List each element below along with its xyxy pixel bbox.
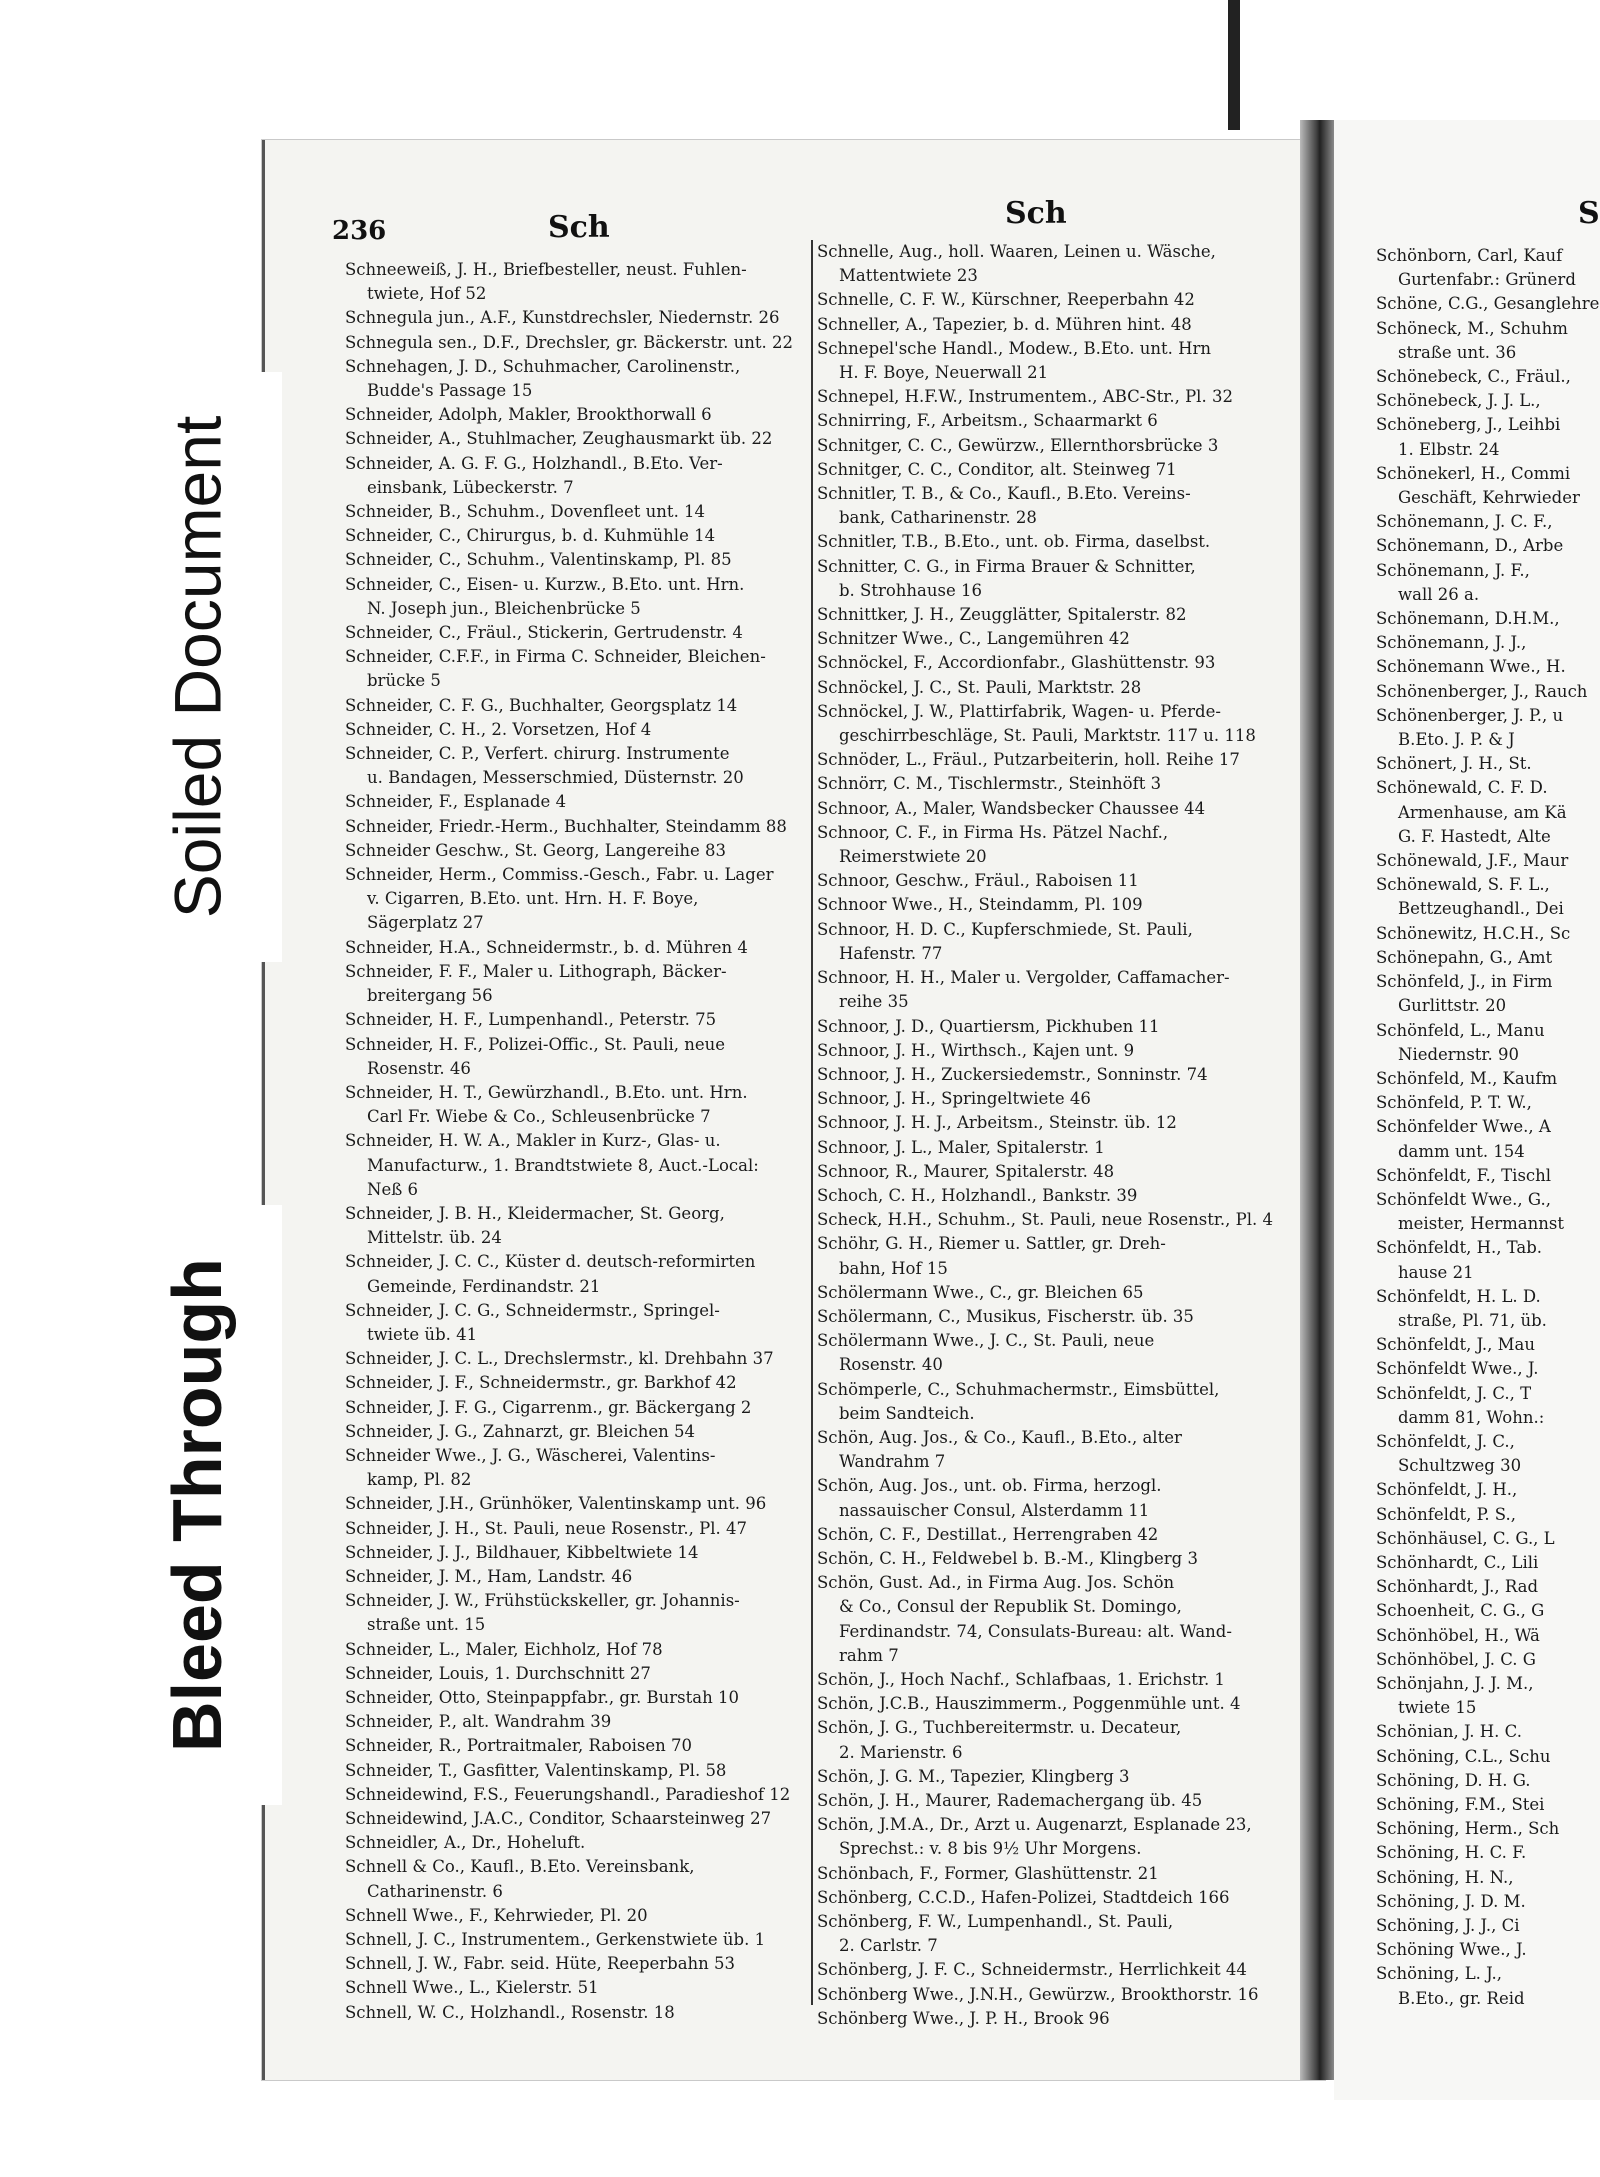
entry-continuation: Budde's Passage 15 — [367, 381, 533, 401]
directory-entry: Schnitler, T.B., B.Eto., unt. ob. Firma, daselbst. — [817, 532, 1211, 552]
directory-entry: Schnöckel, J. W., Plattirfabrik, Wagen- u. Pferde- — [817, 701, 1221, 721]
directory-entry: Schoch, C. H., Holzhandl., Bankstr. 39 — [817, 1185, 1138, 1205]
entry-continuation: Wandrahm 7 — [839, 1452, 946, 1472]
directory-entry: Schnoor, H. H., Maler u. Vergolder, Caffamacher- — [817, 968, 1230, 988]
directory-entry: Schneider, J. M., Ham, Landstr. 46 — [345, 1566, 633, 1586]
entry-continuation: bahn, Hof 15 — [839, 1258, 948, 1278]
directory-entry: Schönberg, C.C.D., Hafen-Polizei, Stadtdeich 166 — [817, 1887, 1230, 1907]
directory-entry: Schnoor, A., Maler, Wandsbecker Chaussee 44 — [817, 798, 1206, 818]
entry-continuation: bank, Catharinenstr. 28 — [839, 508, 1037, 528]
directory-entry: Schönfeld, M., Kaufm — [1376, 1068, 1558, 1088]
entry-continuation: Catharinenstr. 6 — [367, 1881, 503, 1901]
directory-entry: Schönebeck, C., Fräul., — [1376, 367, 1571, 387]
directory-entry: Schneider, H. F., Polizei-Offic., St. Pauli, neue — [345, 1034, 726, 1054]
directory-entry: Schneider, J. C. G., Schneidermstr., Springel- — [345, 1300, 720, 1320]
directory-entry: Schön, J., Hoch Nachf., Schlafbaas, 1. Erichstr. 1 — [817, 1669, 1225, 1689]
directory-entry: Schnell, W. C., Holzhandl., Rosenstr. 18 — [345, 2002, 675, 2022]
directory-entry: Schnell, J. C., Instrumentem., Gerkenstwiete üb. 1 — [345, 1930, 766, 1950]
directory-entry: Schönewald, J.F., Maur — [1376, 851, 1569, 871]
directory-entry: Schöning, H. N., — [1376, 1867, 1514, 1887]
entry-continuation: Armenhause, am Kä — [1398, 802, 1567, 822]
directory-entry: Schneider, A. G. F. G., Holzhandl., B.Eto. Ver- — [345, 453, 723, 473]
directory-entry: Schneider, C. F. G., Buchhalter, Georgsplatz 14 — [345, 695, 738, 715]
entry-continuation: damm 81, Wohn.: — [1398, 1407, 1545, 1427]
directory-entry: Schnehagen, J. D., Schuhmacher, Carolinenstr., — [345, 356, 741, 376]
directory-entry: Schneider, J. J., Bildhauer, Kibbeltwiete 14 — [345, 1542, 699, 1562]
entry-continuation: straße unt. 15 — [367, 1615, 486, 1635]
directory-entry: Schönhardt, J., Rad — [1376, 1577, 1539, 1597]
directory-entry: Scheck, H.H., Schuhm., St. Pauli, neue Rosenstr., Pl. 4 — [817, 1210, 1274, 1230]
directory-entry: Schönian, J. H. C. — [1376, 1722, 1522, 1742]
directory-entry: Schönfelder Wwe., A — [1376, 1117, 1551, 1137]
directory-entry: Schneidewind, F.S., Feuerungshandl., Paradieshof 12 — [345, 1784, 791, 1804]
directory-entry: Schnirring, F., Arbeitsm., Schaarmarkt 6 — [817, 411, 1158, 431]
directory-entry: Schneider, H. T., Gewürzhandl., B.Eto. unt. Hrn. — [345, 1082, 748, 1102]
directory-entry: Schön, J.C.B., Hauszimmerm., Poggenmühle unt. 4 — [817, 1694, 1241, 1714]
directory-entry: Schöning, C.L., Schu — [1376, 1746, 1551, 1766]
directory-entry: Schöneck, M., Schuhm — [1376, 318, 1568, 338]
entry-continuation: Sprechst.: v. 8 bis 9½ Uhr Morgens. — [839, 1839, 1142, 1859]
directory-entry: Schnepel'sche Handl., Modew., B.Eto. unt. Hrn — [817, 338, 1211, 358]
entry-continuation: Gurtenfabr.: Grünerd — [1398, 270, 1576, 290]
directory-entry: Schneider, Herm., Commiss.-Gesch., Fabr. u. Lager — [345, 865, 774, 885]
entry-continuation: nassauischer Consul, Alsterdamm 11 — [839, 1500, 1150, 1520]
directory-entry: Schölermann, C., Musikus, Fischerstr. üb. 35 — [817, 1306, 1194, 1326]
directory-entry: Schönewald, C. F. D. — [1376, 778, 1548, 798]
directory-entry: Schneider, C. P., Verfert. chirurg. Instrumente — [345, 744, 730, 764]
directory-entry: Schönemann Wwe., H. — [1376, 657, 1566, 677]
directory-entry: Schöning, J. D. M. — [1376, 1891, 1526, 1911]
directory-entry: Schönjahn, J. J. M., — [1376, 1673, 1534, 1693]
directory-entry: Schneider, C., Chirurgus, b. d. Kuhmühle 14 — [345, 526, 716, 546]
directory-entry: Schneider, Adolph, Makler, Brookthorwall 6 — [345, 405, 712, 425]
directory-entry: Schöning, J. J., Ci — [1376, 1916, 1520, 1936]
entry-continuation: Schultzweg 30 — [1398, 1456, 1522, 1476]
directory-entry: Schnitzer Wwe., C., Langemühren 42 — [817, 629, 1130, 649]
entry-continuation: Mattentwiete 23 — [839, 266, 978, 286]
entry-continuation: kamp, Pl. 82 — [367, 1470, 472, 1490]
directory-entry: Schöning Wwe., J. — [1376, 1940, 1527, 1960]
soiled-document-label — [112, 372, 282, 962]
entry-continuation: Gemeinde, Ferdinandstr. 21 — [367, 1276, 601, 1296]
entry-continuation: N. Joseph jun., Bleichenbrücke 5 — [367, 598, 641, 618]
entry-continuation: Rosenstr. 46 — [367, 1058, 471, 1078]
directory-entry: Schöhr, G. H., Riemer u. Sattler, gr. Dreh- — [817, 1234, 1166, 1254]
directory-entry: Schnitler, T. B., & Co., Kaufl., B.Eto. Vereins- — [817, 484, 1191, 504]
entry-continuation: v. Cigarren, B.Eto. unt. Hrn. H. F. Boye, — [367, 889, 699, 909]
directory-entry: Schöning, H. C. F. — [1376, 1843, 1527, 1863]
directory-entry: Schönfeldt Wwe., J. — [1376, 1359, 1539, 1379]
top-edge-shadow — [1228, 0, 1240, 130]
directory-entry: Schnöder, L., Fräul., Putzarbeiterin, holl. Reihe 17 — [817, 750, 1240, 770]
directory-entry: Schöning, D. H. G. — [1376, 1770, 1531, 1790]
directory-entry: Schönfeldt, H. L. D. — [1376, 1286, 1541, 1306]
directory-entry: Schönebeck, J. J. L., — [1376, 391, 1541, 411]
directory-entry: Schneider Geschw., St. Georg, Langereihe 83 — [345, 840, 727, 860]
directory-entry: Schönewitz, H.C.H., Sc — [1376, 923, 1571, 943]
directory-entry: Schnöckel, F., Accordionfabr., Glashüttenstr. 93 — [817, 653, 1216, 673]
directory-column-right — [1376, 244, 1600, 2011]
directory-entry: Schönfeld, J., in Firm — [1376, 972, 1553, 992]
directory-entry: Schönfeldt, J. C., T — [1376, 1383, 1532, 1403]
directory-entry: Schönewald, S. F. L., — [1376, 875, 1550, 895]
directory-entry: Schnörr, C. M., Tischlermstr., Steinhöft 3 — [817, 774, 1162, 794]
entry-continuation: B.Eto., gr. Reid — [1398, 1988, 1525, 2008]
directory-entry: Schönemann, J. J., — [1376, 633, 1527, 653]
directory-entry: Schnoor, J. H. J., Arbeitsm., Steinstr. üb. 12 — [817, 1113, 1177, 1133]
directory-entry: Schön, J. G., Tuchbereitermstr. u. Decateur, — [817, 1718, 1182, 1738]
column-divider — [811, 240, 813, 2005]
directory-entry: Schöning, F.M., Stei — [1376, 1795, 1545, 1814]
directory-entry: Schöning, Herm., Sch — [1376, 1819, 1560, 1839]
directory-entry: Schön, C. H., Feldwebel b. B.-M., Klingberg 3 — [817, 1548, 1198, 1568]
directory-entry: Schneider, J. F., Schneidermstr., gr. Barkhof 42 — [345, 1373, 737, 1393]
directory-entry: Schneider, J. H., St. Pauli, neue Rosenstr., Pl. 47 — [345, 1518, 747, 1538]
directory-entry: Schneider, J. C. C., Küster d. deutsch-reformirten — [345, 1252, 756, 1272]
directory-entry: Schönert, J. H., St. — [1376, 754, 1532, 774]
directory-entry: Schnöckel, J. C., St. Pauli, Marktstr. 28 — [817, 677, 1142, 697]
running-head-left: Sch — [548, 210, 610, 245]
directory-entry: Schneider, H.A., Schneidermstr., b. d. Mühren 4 — [345, 937, 748, 957]
directory-entry: Schneeweiß, J. H., Briefbesteller, neust. Fuhlen- — [345, 260, 747, 279]
directory-entry: Schön, C. F., Destillat., Herrengraben 42 — [817, 1524, 1159, 1544]
directory-entry: Schnell Wwe., F., Kehrwieder, Pl. 20 — [345, 1905, 648, 1925]
entry-continuation: twiete üb. 41 — [367, 1324, 478, 1344]
entry-continuation: damm unt. 154 — [1398, 1141, 1525, 1161]
directory-entry: Schnelle, Aug., holl. Waaren, Leinen u. Wäsche, — [817, 242, 1216, 261]
directory-entry: Schnell & Co., Kaufl., B.Eto. Vereinsbank, — [345, 1857, 695, 1877]
directory-column-mid — [817, 240, 1305, 2031]
entry-continuation: Geschäft, Kehrwieder — [1398, 488, 1580, 508]
directory-entry: Schneider, Otto, Steinpappfabr., gr. Burstah 10 — [345, 1687, 739, 1707]
directory-entry: Schoenheit, C. G., G — [1376, 1601, 1545, 1621]
directory-entry: Schöning, L. J., — [1376, 1964, 1502, 1984]
directory-column-left — [345, 258, 833, 2025]
directory-entry: Schnitter, C. G., in Firma Brauer & Schnitter, — [817, 556, 1196, 576]
running-head-right: S — [1578, 196, 1600, 231]
entry-continuation: Carl Fr. Wiebe & Co., Schleusenbrücke 7 — [367, 1107, 711, 1127]
directory-entry: Schönberg Wwe., J.N.H., Gewürzw., Brookthorstr. 16 — [817, 1984, 1259, 2004]
directory-entry: Schnepel, H.F.W., Instrumentem., ABC-Str., Pl. 32 — [817, 387, 1233, 407]
running-head-mid: Sch — [1005, 196, 1067, 231]
directory-entry: Schnoor Wwe., H., Steindamm, Pl. 109 — [817, 895, 1143, 915]
directory-entry: Schneider Wwe., J. G., Wäscherei, Valentins- — [345, 1445, 716, 1465]
directory-entry: Schneider, J. C. L., Drechslermstr., kl. Drehbahn 37 — [345, 1349, 774, 1369]
directory-entry: Schneider, H. F., Lumpenhandl., Peterstr. 75 — [345, 1010, 717, 1030]
directory-entry: Schneider, C., Schuhm., Valentinskamp, Pl. 85 — [345, 550, 732, 570]
directory-entry: Schneider, A., Stuhlmacher, Zeughausmarkt üb. 22 — [345, 429, 773, 449]
directory-entry: Schönfeldt, F., Tischl — [1376, 1165, 1552, 1185]
directory-entry: Schönborn, Carl, Kauf — [1376, 246, 1563, 265]
entry-continuation: hause 21 — [1398, 1262, 1474, 1282]
directory-entry: Schöne, C.G., Gesanglehre — [1376, 294, 1600, 314]
directory-entry: Schön, J.M.A., Dr., Arzt u. Augenarzt, Esplanade 23, — [817, 1815, 1252, 1835]
entry-continuation: B.Eto. J. P. & J — [1398, 730, 1515, 750]
directory-entry: Schneider, C., Eisen- u. Kurzw., B.Eto. unt. Hrn. — [345, 574, 745, 594]
directory-entry: Schönberg Wwe., J. P. H., Brook 96 — [817, 2008, 1110, 2028]
directory-entry: Schneider, C.F.F., in Firma C. Schneider, Bleichen- — [345, 647, 766, 667]
entry-continuation: twiete 15 — [1398, 1698, 1477, 1718]
entry-continuation: Reimerstwiete 20 — [839, 847, 987, 867]
directory-entry: Schnoor, J. L., Maler, Spitalerstr. 1 — [817, 1137, 1105, 1157]
directory-entry: Schneider, Louis, 1. Durchschnitt 27 — [345, 1663, 651, 1683]
directory-entry: Schnittker, J. H., Zeugglätter, Spitalerstr. 82 — [817, 605, 1187, 625]
directory-entry: Schön, Aug. Jos., & Co., Kaufl., B.Eto., alter — [817, 1427, 1182, 1447]
entry-continuation: Manufacturw., 1. Brandtstwiete 8, Auct.-Local: — [367, 1155, 759, 1175]
directory-entry: Schön, J. G. M., Tapezier, Klingberg 3 — [817, 1766, 1130, 1786]
book-fold — [1300, 120, 1336, 2080]
directory-entry: Schnitger, C. C., Gewürzw., Ellernthorsbrücke 3 — [817, 435, 1219, 455]
entry-continuation: Gurlittstr. 20 — [1398, 996, 1507, 1016]
entry-continuation: meister, Hermannst — [1398, 1214, 1564, 1234]
directory-entry: Schönfeldt, P. S., — [1376, 1504, 1517, 1524]
bleed-through-label — [112, 1205, 282, 1805]
directory-entry: Schnoor, H. D. C., Kupferschmiede, St. Pauli, — [817, 919, 1193, 939]
entry-continuation: H. F. Boye, Neuerwall 21 — [839, 363, 1049, 383]
bleed-through-text: Bleed Through — [158, 1258, 236, 1752]
entry-continuation: 1. Elbstr. 24 — [1398, 439, 1500, 459]
entry-continuation: & Co., Consul der Republik St. Domingo, — [839, 1597, 1182, 1617]
directory-entry: Schönfeld, L., Manu — [1376, 1020, 1545, 1040]
directory-entry: Schneider, J. B. H., Kleidermacher, St. Georg, — [345, 1203, 725, 1223]
directory-entry: Schneider, H. W. A., Makler in Kurz-, Glas- u. — [345, 1131, 721, 1151]
entry-continuation: Niedernstr. 90 — [1398, 1044, 1519, 1064]
directory-entry: Schönfeldt, J. H., — [1376, 1480, 1518, 1500]
directory-entry: Schneller, A., Tapezier, b. d. Mühren hint. 48 — [817, 314, 1192, 334]
entry-continuation: Hafenstr. 77 — [839, 943, 943, 963]
entry-continuation: rahm 7 — [839, 1645, 899, 1665]
directory-entry: Schömperle, C., Schuhmachermstr., Eimsbüttel, — [817, 1379, 1220, 1399]
entry-continuation: Neß 6 — [367, 1179, 418, 1199]
directory-entry: Schneider, B., Schuhm., Dovenfleet unt. 14 — [345, 502, 706, 522]
directory-entry: Schönekerl, H., Commi — [1376, 463, 1571, 483]
directory-entry: Schneider, F., Esplanade 4 — [345, 792, 567, 812]
entry-continuation: breitergang 56 — [367, 986, 493, 1006]
entry-continuation: beim Sandteich. — [839, 1403, 975, 1423]
directory-entry: Schönemann, J. F., — [1376, 560, 1530, 580]
directory-entry: Schönberg, J. F. C., Schneidermstr., Herrlichkeit 44 — [817, 1960, 1247, 1980]
directory-entry: Schnoor, J. H., Wirthsch., Kajen unt. 9 — [817, 1040, 1135, 1060]
directory-entry: Schnoor, J. H., Springeltwiete 46 — [817, 1089, 1091, 1109]
directory-entry: Schneidler, A., Dr., Hoheluft. — [345, 1833, 586, 1853]
directory-entry: Schneider, P., alt. Wandrahm 39 — [345, 1712, 612, 1732]
entry-continuation: Sägerplatz 27 — [367, 913, 484, 933]
directory-entry: Schneider, J. G., Zahnarzt, gr. Bleichen 54 — [345, 1421, 696, 1441]
directory-entry: Schnegula jun., A.F., Kunstdrechsler, Niedernstr. 26 — [345, 308, 780, 328]
entry-continuation: geschirrbeschläge, St. Pauli, Marktstr. 117 u. 118 — [839, 726, 1256, 746]
directory-entry: Schneider, C., Fräul., Stickerin, Gertrudenstr. 4 — [345, 623, 743, 643]
directory-entry: Schönhöbel, J. C. G — [1376, 1649, 1536, 1669]
entry-continuation: wall 26 a. — [1398, 584, 1480, 604]
directory-entry: Schönfeldt, H., Tab. — [1376, 1238, 1543, 1258]
entry-continuation: einsbank, Lübeckerstr. 7 — [367, 477, 574, 497]
entry-continuation: straße, Pl. 71, üb. — [1398, 1310, 1547, 1330]
directory-entry: Schönfeld, P. T. W., — [1376, 1093, 1532, 1113]
directory-entry: Schönhöbel, H., Wä — [1376, 1625, 1540, 1645]
directory-entry: Schneider, R., Portraitmaler, Raboisen 70 — [345, 1736, 693, 1756]
entry-continuation: 2. Carlstr. 7 — [839, 1936, 938, 1956]
page-number: 236 — [332, 216, 387, 246]
directory-entry: Schneider, Friedr.-Herm., Buchhalter, Steindamm 88 — [345, 816, 787, 836]
directory-entry: Schnelle, C. F. W., Kürschner, Reeperbahn 42 — [817, 290, 1195, 310]
directory-entry: Schneidewind, J.A.C., Conditor, Schaarsteinweg 27 — [345, 1809, 772, 1828]
directory-entry: Schnegula sen., D.F., Drechsler, gr. Bäckerstr. unt. 22 — [345, 332, 794, 352]
directory-entry: Schnoor, J. H., Zuckersiedemstr., Sonninstr. 74 — [817, 1064, 1208, 1084]
directory-entry: Schönberg, F. W., Lumpenhandl., St. Pauli, — [817, 1912, 1174, 1932]
directory-entry: Schön, Gust. Ad., in Firma Aug. Jos. Schön — [817, 1573, 1175, 1593]
entry-continuation: G. F. Hastedt, Alte — [1398, 826, 1551, 846]
directory-entry: Schönepahn, G., Amt — [1376, 947, 1553, 967]
directory-entry: Schnell, J. W., Fabr. seid. Hüte, Reeperbahn 53 — [345, 1954, 736, 1974]
directory-entry: Schöneberg, J., Leihbi — [1376, 415, 1561, 435]
directory-entry: Schölermann Wwe., J. C., St. Pauli, neue — [817, 1331, 1155, 1351]
directory-entry: Schneider, L., Maler, Eichholz, Hof 78 — [345, 1639, 663, 1659]
directory-entry: Schön, Aug. Jos., unt. ob. Firma, herzogl. — [817, 1476, 1162, 1496]
directory-entry: Schnoor, C. F., in Firma Hs. Pätzel Nachf., — [817, 822, 1169, 842]
soiled-document-text: Soiled Document — [160, 415, 235, 919]
directory-entry: Schneider, J. F. G., Cigarrenm., gr. Bäckergang 2 — [345, 1397, 752, 1417]
directory-entry: Schölermann Wwe., C., gr. Bleichen 65 — [817, 1282, 1144, 1302]
directory-entry: Schönfeldt, J., Mau — [1376, 1335, 1535, 1355]
directory-entry: Schönemann, J. C. F., — [1376, 512, 1553, 532]
directory-entry: Schönemann, D., Arbe — [1376, 536, 1564, 556]
directory-entry: Schönenberger, J. P., u — [1376, 705, 1564, 725]
directory-entry: Schönenberger, J., Rauch — [1376, 681, 1588, 701]
entry-continuation: brücke 5 — [367, 671, 441, 691]
entry-continuation: twiete, Hof 52 — [367, 284, 487, 304]
entry-continuation: Rosenstr. 40 — [839, 1355, 943, 1375]
entry-continuation: straße unt. 36 — [1398, 342, 1517, 362]
directory-entry: Schneider, T., Gasfitter, Valentinskamp, Pl. 58 — [345, 1760, 727, 1780]
entry-continuation: 2. Marienstr. 6 — [839, 1742, 963, 1762]
directory-entry: Schnitger, C. C., Conditor, alt. Steinweg 71 — [817, 459, 1177, 479]
entry-continuation: Ferdinandstr. 74, Consulats-Bureau: alt. Wand- — [839, 1621, 1232, 1641]
directory-entry: Schönemann, D.H.M., — [1376, 609, 1560, 629]
directory-entry: Schnoor, Geschw., Fräul., Raboisen 11 — [817, 871, 1139, 891]
directory-entry: Schneider, F. F., Maler u. Lithograph, Bäcker- — [345, 961, 727, 981]
directory-entry: Schönhäusel, C. G., L — [1376, 1528, 1555, 1548]
directory-entry: Schnell Wwe., L., Kielerstr. 51 — [345, 1978, 599, 1998]
directory-entry: Schneider, J. W., Frühstückskeller, gr. Johannis- — [345, 1591, 740, 1611]
directory-entry: Schneider, C. H., 2. Vorsetzen, Hof 4 — [345, 719, 652, 739]
directory-entry: Schön, J. H., Maurer, Rademachergang üb. 45 — [817, 1791, 1203, 1810]
directory-entry: Schönbach, F., Former, Glashüttenstr. 21 — [817, 1863, 1159, 1883]
entry-continuation: reihe 35 — [839, 992, 909, 1012]
entry-continuation: b. Strohhause 16 — [839, 580, 982, 600]
directory-entry: Schnoor, R., Maurer, Spitalerstr. 48 — [817, 1161, 1115, 1181]
entry-continuation: u. Bandagen, Messerschmied, Düsternstr. 20 — [367, 768, 744, 788]
directory-entry: Schneider, J.H., Grünhöker, Valentinskamp unt. 96 — [345, 1494, 767, 1514]
directory-entry: Schönhardt, C., Lili — [1376, 1552, 1539, 1572]
directory-entry: Schönfeldt, J. C., — [1376, 1431, 1515, 1451]
directory-entry: Schönfeldt Wwe., G., — [1376, 1189, 1551, 1209]
directory-entry: Schnoor, J. D., Quartiersm, Pickhuben 11 — [817, 1016, 1160, 1036]
entry-continuation: Mittelstr. üb. 24 — [367, 1228, 502, 1248]
entry-continuation: Bettzeughandl., Dei — [1398, 899, 1564, 919]
